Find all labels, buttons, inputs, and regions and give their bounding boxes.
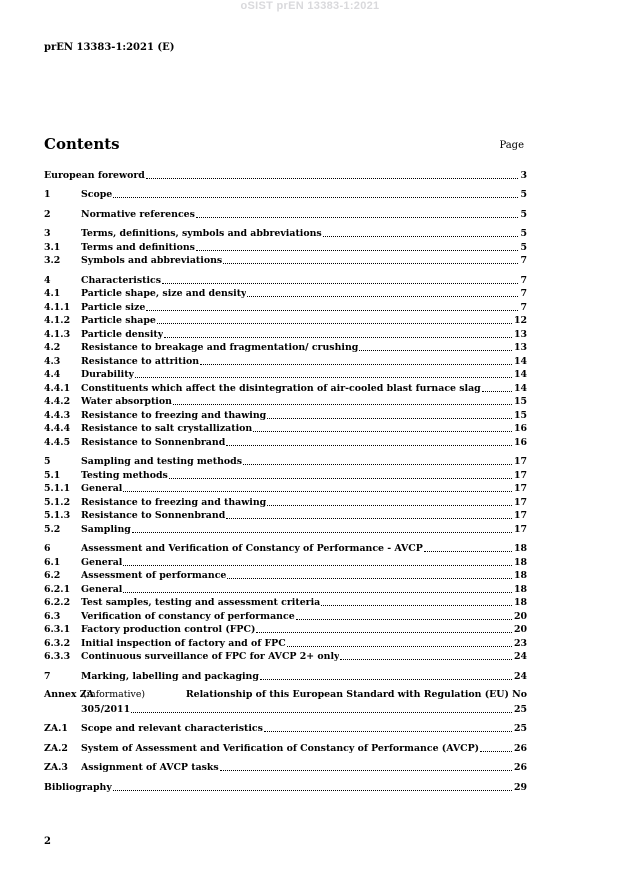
leader-dots [146, 178, 519, 179]
toc-entry[interactable] [44, 636, 527, 650]
toc-entry-page: 24 [513, 670, 527, 682]
toc-entry-title: Resistance to attrition [81, 355, 200, 367]
toc-entry[interactable] [44, 207, 527, 221]
toc-entry-number: 4.4.3 [44, 409, 71, 421]
toc-entry-title: Initial inspection of factory and of FPC [81, 637, 286, 649]
toc-entry-number: 7 [44, 670, 51, 682]
toc-entry-title: Assessment of performance [81, 570, 227, 581]
toc-entry-number: ZA.1 [44, 723, 68, 734]
leader-dots [267, 505, 512, 506]
toc-entry-number: ZA.3 [44, 762, 68, 773]
leader-dots [135, 377, 512, 378]
toc-entry[interactable] [44, 435, 527, 449]
toc-entry-number: 5.1.1 [44, 483, 71, 494]
leader-dots [196, 217, 519, 218]
toc-entry-page: 20 [513, 610, 527, 622]
toc-entry-number: 6.3.2 [44, 637, 71, 649]
toc-entry-page: 7 [520, 274, 527, 286]
leader-dots [256, 632, 512, 633]
toc-entry[interactable] [44, 227, 527, 241]
leader-dots [162, 283, 518, 284]
toc-entry-title: Constituents which affect the disintegration of air-cooled blast furnace slag [81, 382, 481, 394]
toc-entry-title: Symbols and abbreviations [81, 255, 223, 266]
toc-entry[interactable] [44, 188, 527, 202]
toc-entry-title: Bibliography [44, 781, 112, 793]
leader-dots [359, 350, 512, 351]
toc-entry[interactable] [44, 341, 527, 355]
toc-entry[interactable] [44, 327, 527, 341]
toc-entry-title: Verification of constancy of performance [81, 610, 295, 622]
toc-entry[interactable] [44, 761, 527, 775]
annex-title-line1: Relationship of this European Standard with Regulation (EU) No [185, 688, 527, 700]
toc-entry-title: Resistance to breakage and fragmentation/ crushing [81, 342, 359, 353]
toc-entry-number: 4.4 [44, 369, 61, 380]
leader-dots [243, 464, 512, 465]
toc-entry-number: ZA.2 [44, 742, 68, 754]
toc-entry-title: Continuous surveillance of FPC for AVCP 2+ only [81, 651, 340, 662]
toc-entry-page: 7 [520, 301, 527, 313]
toc-entry-number: 4.1.3 [44, 328, 71, 340]
leader-dots [164, 337, 512, 338]
toc-entry-page: 18 [513, 583, 527, 595]
toc-entry[interactable] [44, 395, 527, 409]
toc-entry-title: Terms, definitions, symbols and abbreviations [81, 228, 322, 239]
toc-entry[interactable] [44, 555, 527, 569]
toc-entry-number: 6.1 [44, 556, 61, 568]
toc-entry-number: 4.4.1 [44, 382, 71, 394]
toc-entry-page: 14 [513, 369, 527, 380]
toc-entry-number: 5 [44, 456, 51, 467]
leader-dots [200, 364, 512, 365]
toc-entry-page: 7 [520, 288, 527, 299]
toc-entry[interactable] [44, 509, 527, 523]
toc-entry-page: 17 [513, 469, 527, 481]
toc-entry-page: 13 [513, 328, 527, 340]
toc-entry[interactable] [44, 582, 527, 596]
toc-entry-title: Sampling [81, 523, 131, 535]
watermark: oSIST prEN 13383-1:2021 [240, 0, 380, 12]
contents-heading: Contents [44, 135, 120, 153]
toc-entry-title: Resistance to freezing and thawing [81, 409, 267, 421]
toc-entry-page: 17 [513, 523, 527, 535]
toc-entry-page: 20 [513, 624, 527, 635]
leader-dots [296, 619, 512, 620]
toc-entry[interactable] [44, 354, 527, 368]
toc-entry-page: 14 [513, 355, 527, 367]
toc-entry-title: General [81, 483, 123, 494]
toc-entry-number: 4.3 [44, 355, 61, 367]
toc-entry-number: 6.2.2 [44, 597, 71, 608]
leader-dots [424, 551, 512, 552]
toc-entry-page: 17 [513, 483, 527, 494]
toc-entry-page: 3 [520, 169, 527, 181]
toc-entry-page: 14 [513, 382, 527, 394]
leader-dots [223, 263, 518, 264]
toc-entry-title: Particle density [81, 328, 164, 340]
toc-entry[interactable] [44, 254, 527, 268]
toc-entry[interactable] [44, 381, 527, 395]
toc-entry[interactable] [44, 669, 527, 683]
toc-entry-page: 16 [513, 436, 527, 448]
leader-dots [260, 679, 512, 680]
toc-entry[interactable] [44, 422, 527, 436]
toc-entry-page: 13 [513, 342, 527, 353]
toc-entry-number: 3 [44, 228, 51, 239]
toc-entry-page: 17 [513, 496, 527, 508]
toc-entry[interactable] [44, 522, 527, 536]
toc-entry-page: 18 [513, 556, 527, 568]
leader-dots [123, 491, 512, 492]
toc-entry[interactable] [44, 650, 527, 664]
leader-dots [480, 751, 512, 752]
toc-entry[interactable] [44, 495, 527, 509]
toc-entry-title: Water absorption [81, 396, 172, 407]
leader-dots [220, 770, 512, 771]
toc-entry-title: Resistance to salt crystallization [81, 423, 253, 434]
document-id: prEN 13383-1:2021 (E) [44, 42, 175, 53]
toc-entry-number: 6.3 [44, 610, 61, 622]
toc-entry-page: 18 [513, 543, 527, 554]
page-number: 2 [44, 836, 51, 847]
toc-entry-page: 24 [513, 651, 527, 662]
toc-entry-number: 6.3.1 [44, 624, 71, 635]
toc-entry-page: 23 [513, 637, 527, 649]
toc-entry-page: 18 [513, 570, 527, 581]
leader-dots [146, 310, 518, 311]
toc-entry-page: 16 [513, 423, 527, 434]
toc-entry-title: Particle shape [81, 315, 156, 326]
toc-entry-page: 7 [520, 255, 527, 266]
toc-entry-number: 5.1.2 [44, 496, 71, 508]
toc-entry-title: Normative references [81, 208, 195, 220]
toc-entry-number: 4.4.4 [44, 423, 71, 434]
leader-dots [123, 592, 512, 593]
toc-entry-title: Assessment and Verification of Constancy of Performance - AVCP [81, 543, 423, 554]
toc-entry[interactable] [44, 596, 527, 610]
toc-entry-title: Characteristics [81, 274, 162, 286]
toc-entry[interactable] [44, 368, 527, 382]
toc-entry-page: 17 [513, 456, 527, 467]
toc-entry-title: Sampling and testing methods [81, 456, 243, 467]
toc-entry-number: 4.1.2 [44, 315, 71, 326]
leader-dots [157, 323, 512, 324]
toc-entry[interactable] [44, 408, 527, 422]
leader-dots [482, 391, 512, 392]
toc-entry-number: 4.4.2 [44, 396, 71, 407]
toc-entry-number: 4.4.5 [44, 436, 71, 448]
toc-entry[interactable] [44, 273, 527, 287]
toc-entry-title: General [81, 583, 123, 595]
toc-entry-title: Marking, labelling and packaging [81, 670, 259, 682]
toc-entry-title: General [81, 556, 123, 568]
toc-annex-entry[interactable] [44, 689, 527, 716]
leader-dots [113, 197, 518, 198]
toc-entry-title: Scope [81, 189, 113, 200]
toc-entry[interactable] [44, 468, 527, 482]
toc-entry-page: 12 [513, 315, 527, 326]
annex-title-line2: 305/2011 [81, 703, 131, 715]
leader-dots [264, 731, 512, 732]
toc-entry[interactable] [44, 240, 527, 254]
page-column-label: Page [499, 140, 524, 151]
toc-entry-number: 4.2 [44, 342, 61, 353]
toc-entry[interactable] [44, 314, 527, 328]
toc-entry-page: 17 [513, 510, 527, 521]
leader-dots [169, 478, 512, 479]
toc-entry-number: 1 [44, 189, 51, 200]
leader-dots [321, 605, 512, 606]
toc-entry[interactable] [44, 623, 527, 637]
toc-entry-page: 25 [513, 723, 527, 734]
toc-entry-number: 6.2.1 [44, 583, 71, 595]
toc-entry-title: Particle shape, size and density [81, 288, 247, 299]
leader-dots [227, 578, 512, 579]
toc-entry-number: 4.1.1 [44, 301, 71, 313]
toc-entry-page: 15 [513, 396, 527, 407]
toc-entry[interactable] [44, 542, 527, 556]
table-of-contents [44, 168, 527, 794]
toc-entry-number: 5.1 [44, 469, 61, 481]
toc-entry-page: 5 [520, 241, 527, 253]
leader-dots [173, 404, 512, 405]
leader-dots [131, 712, 512, 713]
leader-dots [247, 296, 518, 297]
toc-entry-number: 5.2 [44, 523, 61, 535]
toc-entry-number: 4.1 [44, 288, 61, 299]
leader-dots [323, 236, 519, 237]
leader-dots [287, 646, 512, 647]
annex-qualifier: (informative) [83, 688, 146, 700]
toc-entry-number: 4 [44, 274, 51, 286]
toc-entry-title: Assignment of AVCP tasks [81, 762, 219, 773]
toc-entry-title: European foreword [44, 169, 145, 181]
toc-entry-title: System of Assessment and Verification of Constancy of Performance (AVCP) [81, 742, 480, 754]
toc-entry-title: Resistance to Sonnenbrand [81, 436, 226, 448]
toc-entry-title: Durability [81, 369, 134, 380]
leader-dots [226, 518, 512, 519]
toc-annex-subentries [44, 722, 527, 794]
toc-entry-title: Factory production control (FPC) [81, 624, 256, 635]
toc-entry[interactable] [44, 482, 527, 496]
leader-dots [226, 445, 512, 446]
leader-dots [267, 418, 512, 419]
toc-entry-page: 5 [520, 208, 527, 220]
toc-entry[interactable] [44, 780, 527, 794]
toc-entry-page: 5 [520, 228, 527, 239]
toc-entry-page: 15 [513, 409, 527, 421]
toc-entry-page: 5 [520, 189, 527, 200]
toc-entry-number: 6 [44, 543, 51, 554]
toc-entry-title: Scope and relevant characteristics [81, 723, 263, 734]
toc-entry-number: 5.1.3 [44, 510, 71, 521]
annex-page: 25 [513, 703, 527, 715]
leader-dots [253, 431, 512, 432]
toc-entry-number: 3.2 [44, 255, 61, 266]
toc-entry-page: 29 [513, 781, 527, 793]
leader-dots [132, 532, 512, 533]
toc-entry[interactable] [44, 609, 527, 623]
toc-entry-page: 18 [513, 597, 527, 608]
toc-entry-title: Resistance to freezing and thawing [81, 496, 267, 508]
toc-entry[interactable] [44, 569, 527, 583]
toc-entry-title: Resistance to Sonnenbrand [81, 510, 226, 521]
toc-entry[interactable] [44, 722, 527, 736]
leader-dots [196, 250, 519, 251]
toc-entry[interactable] [44, 741, 527, 755]
leader-dots [123, 565, 512, 566]
toc-entry-title: Test samples, testing and assessment criteria [81, 597, 321, 608]
toc-main-entries [44, 168, 527, 683]
annex-label: Annex ZA [44, 688, 94, 700]
toc-entry[interactable] [44, 287, 527, 301]
leader-dots [340, 659, 512, 660]
toc-entry-number: 6.2 [44, 570, 61, 581]
leader-dots [113, 790, 512, 791]
toc-entry-page: 26 [513, 742, 527, 754]
toc-entry-number: 2 [44, 208, 51, 220]
toc-entry-number: 3.1 [44, 241, 61, 253]
toc-entry-title: Particle size [81, 301, 146, 313]
toc-entry[interactable] [44, 168, 527, 182]
toc-entry-title: Testing methods [81, 469, 168, 481]
toc-entry-title: Terms and definitions [81, 241, 195, 253]
toc-entry[interactable] [44, 455, 527, 469]
toc-entry[interactable] [44, 300, 527, 314]
toc-entry-number: 6.3.3 [44, 651, 71, 662]
toc-entry-page: 26 [513, 762, 527, 773]
